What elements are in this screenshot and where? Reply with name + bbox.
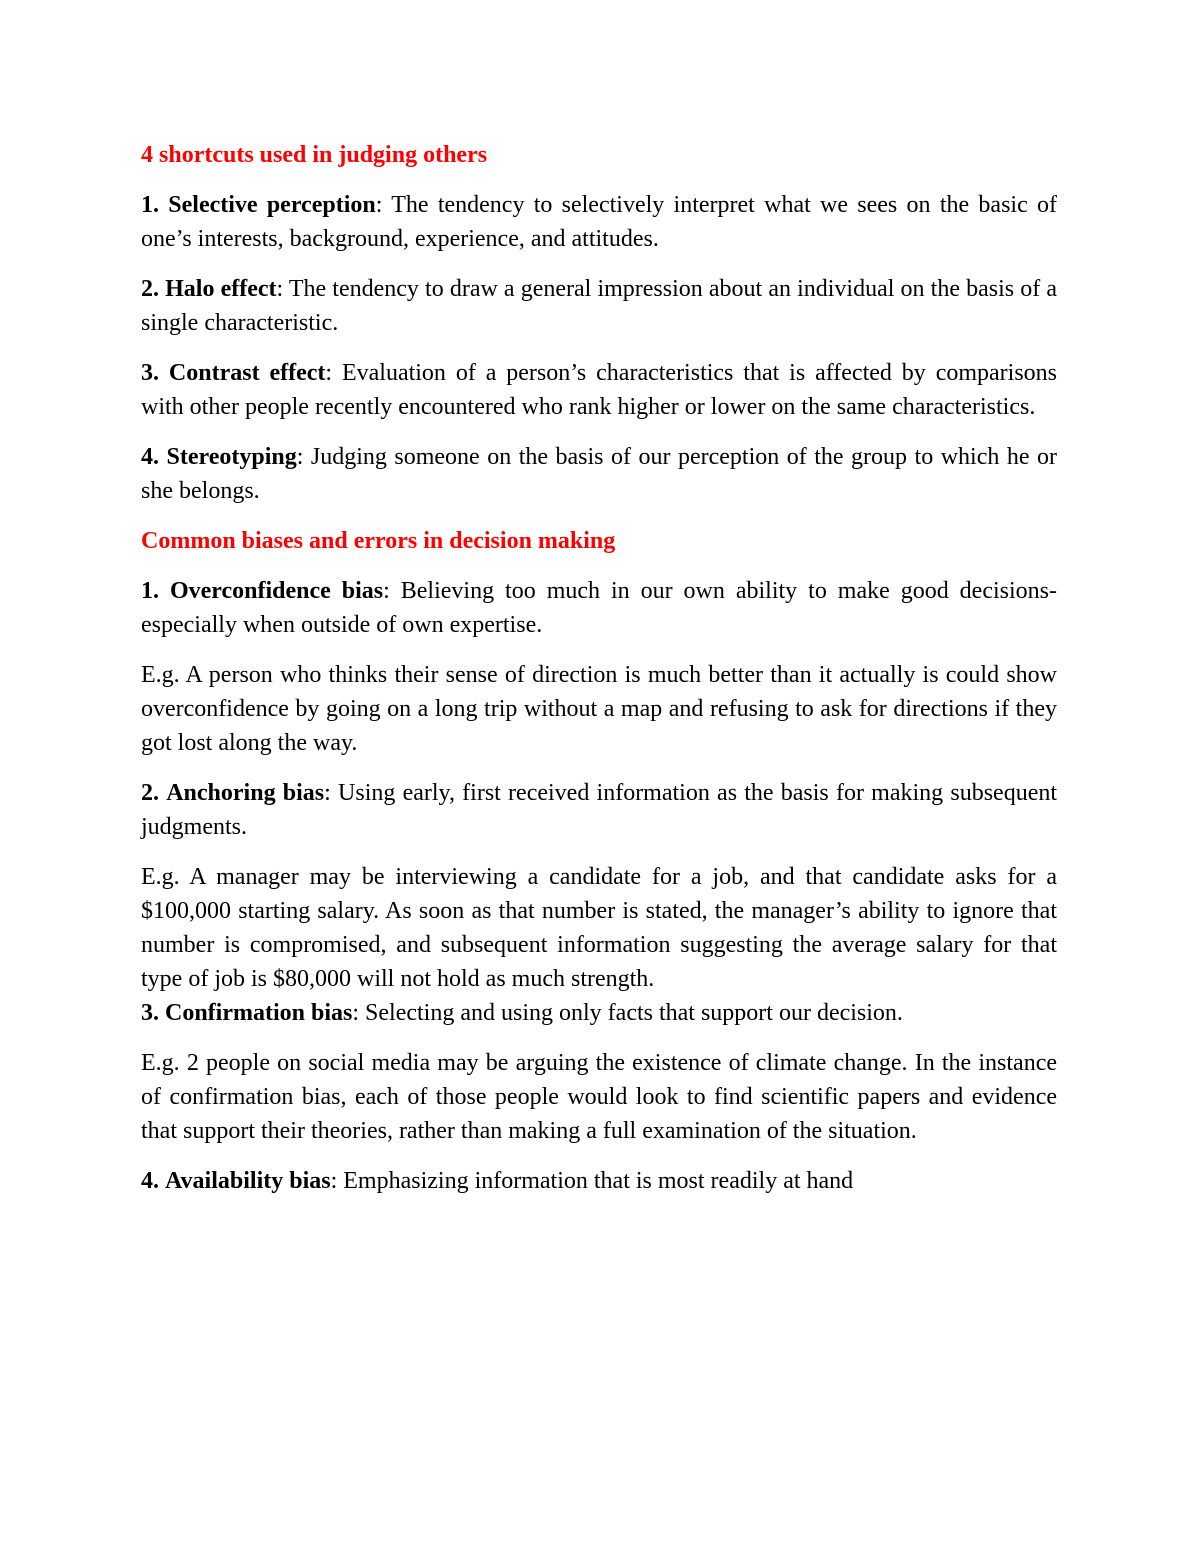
section-heading-judging-shortcuts: 4 shortcuts used in judging others (141, 142, 488, 168)
item-colon: : (352, 1000, 360, 1026)
example-anchoring-bias: E.g. A manager may be interviewing a candidate for a job, and that candidate asks for a $100,000 starting salary. As soon as that number is stated, the manager’s ability to ignore that number is compromised, and subsequent information suggesting the average salary for that type of job is $80,000 will not hold as much strength. (141, 864, 1057, 992)
item-definition: Emphasizing information that is most readily at hand (337, 1168, 854, 1194)
item-term: Overconfidence bias (169, 578, 384, 604)
item-definition: Believing too much in our own ability to make good decisions- especially when outside of own expertise. (141, 578, 1057, 638)
item-number: 3. (141, 360, 159, 386)
item-definition: The tendency to draw a general impression about an individual on the basis of a single characteristic. (141, 276, 1057, 336)
item-colon: : (324, 780, 331, 806)
item-term: Anchoring bias (166, 780, 325, 806)
example-confirmation-bias: E.g. 2 people on social media may be arguing the existence of climate change. In the instance of confirmation bias, each of those people would look to find scientific papers and evidence that support their theories, rather than making a full examination of the situation. (141, 1050, 1057, 1144)
item-halo-effect (141, 272, 1057, 340)
item-term: Confirmation bias (165, 1000, 353, 1026)
item-colon: : (276, 276, 284, 302)
item-definition: Evaluation of a person’s characteristics that is affected by comparisons with other people recently encountered who rank higher or lower on the same characteristics. (141, 360, 1057, 420)
item-contrast-effect (141, 356, 1057, 424)
item-number: 3. (141, 1000, 159, 1026)
item-term: Halo effect (165, 276, 277, 302)
item-number: 4. (141, 1168, 159, 1194)
item-colon: : (383, 578, 390, 604)
item-definition: Selecting and using only facts that support our decision. (359, 1000, 903, 1026)
item-definition: The tendency to selectively interpret what we sees on the basic of one’s interests, background, experience, and attitudes. (141, 192, 1057, 252)
example-overconfidence-bias: E.g. A person who thinks their sense of direction is much better than it actually is could show overconfidence by going on a long trip without a map and refusing to ask for directions if they got lost along the way. (141, 662, 1057, 756)
item-definition: Using early, first received information as the basis for making subsequent judgments. (141, 780, 1058, 840)
item-number: 2. (141, 276, 159, 302)
item-term: Stereotyping (166, 444, 297, 470)
item-number: 1. (141, 578, 159, 604)
item-overconfidence-bias (141, 574, 1057, 642)
item-term: Selective perception (168, 192, 376, 218)
item-selective-perception (141, 188, 1057, 256)
section-heading-decision-biases: Common biases and errors in decision making (141, 528, 616, 554)
item-number: 4. (141, 444, 159, 470)
item-colon: : (375, 192, 383, 218)
item-colon: : (296, 444, 304, 470)
item-colon: : (325, 360, 333, 386)
item-term: Contrast effect (168, 360, 326, 386)
item-colon: : (330, 1168, 338, 1194)
item-term: Availability bias (165, 1168, 331, 1194)
item-number: 1. (141, 192, 159, 218)
item-confirmation-bias (141, 996, 1057, 1030)
item-anchoring-bias (141, 776, 1057, 844)
item-stereotyping (141, 440, 1057, 508)
item-availability-bias (141, 1164, 1057, 1198)
document-page (141, 138, 1057, 1214)
item-definition: Judging someone on the basis of our perception of the group to which he or she belongs. (141, 444, 1057, 504)
item-number: 2. (141, 780, 159, 806)
